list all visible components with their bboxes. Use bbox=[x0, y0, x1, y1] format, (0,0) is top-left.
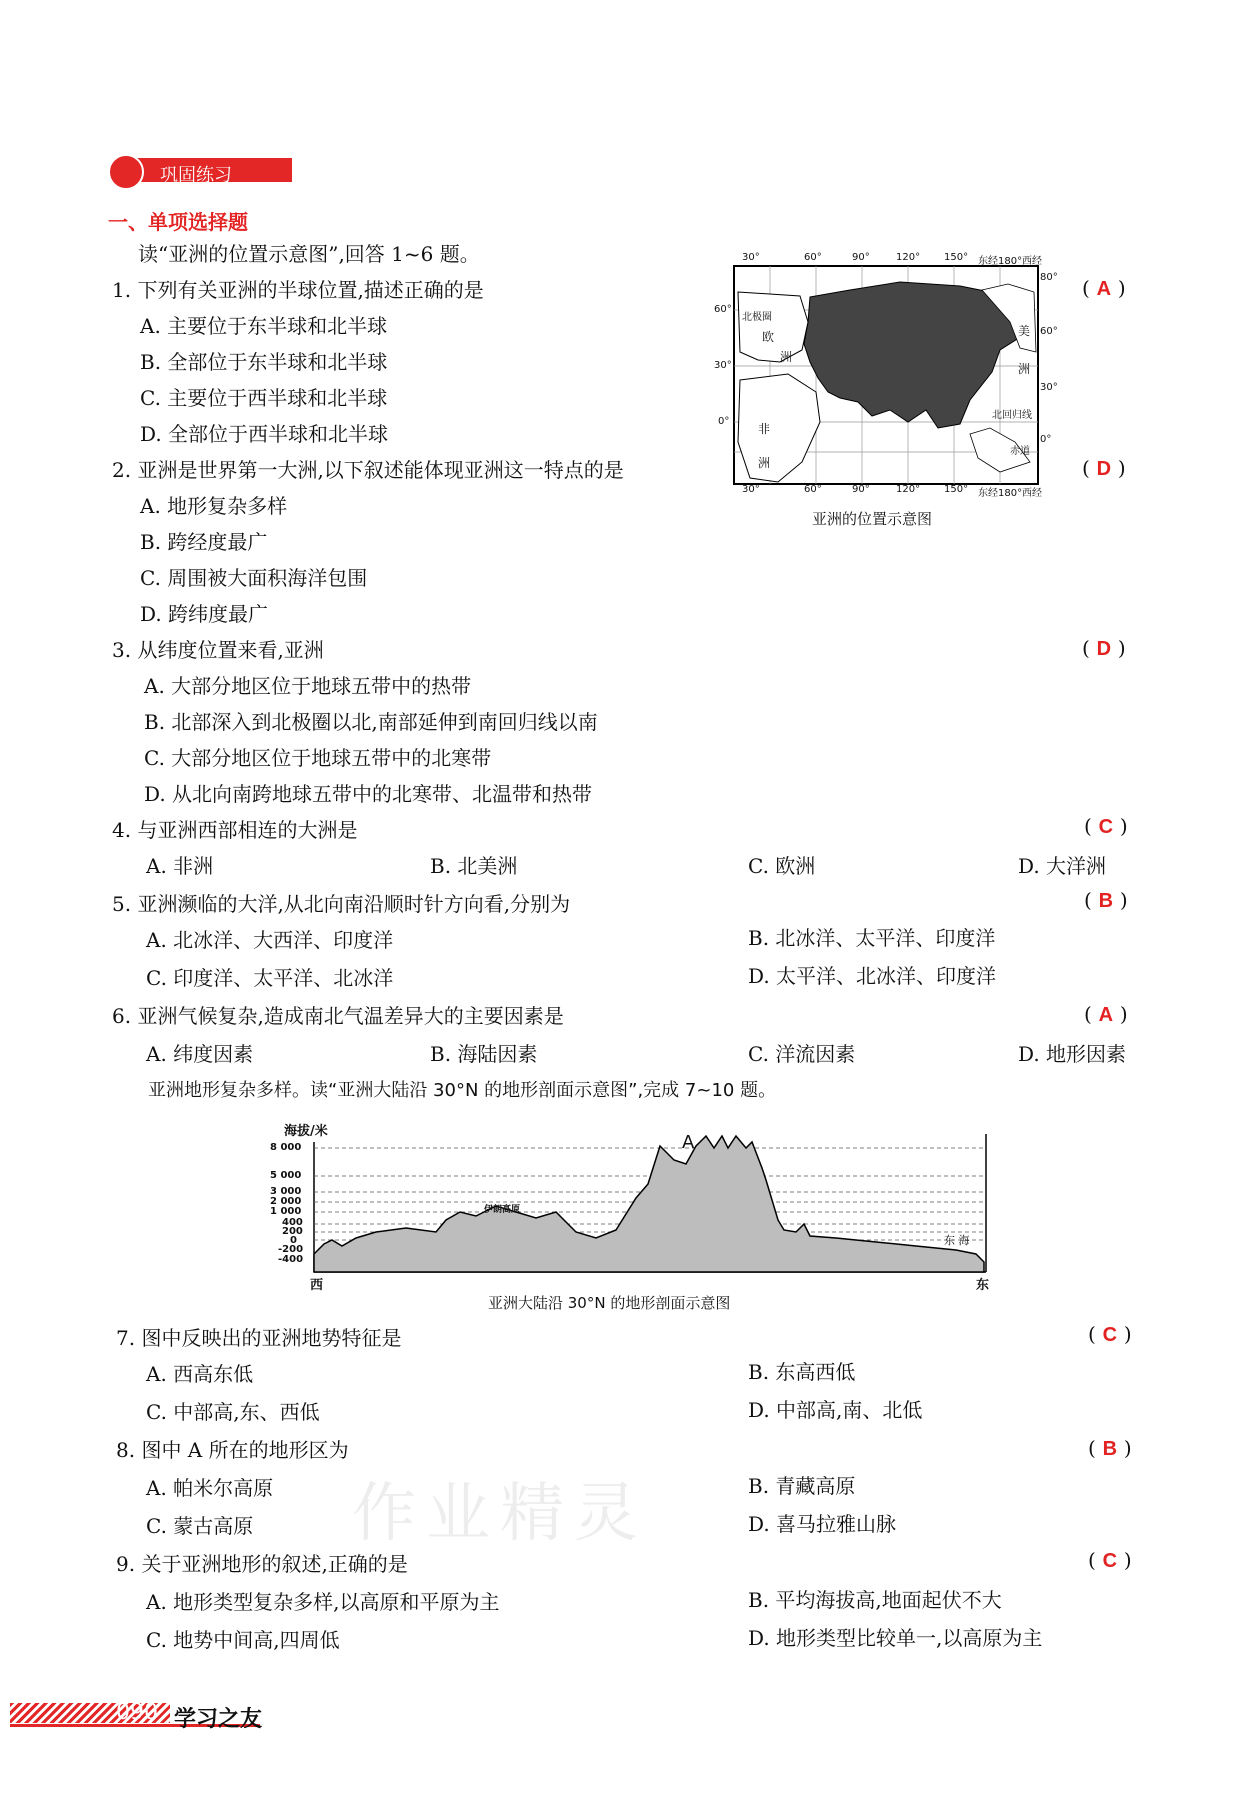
question-3-stem: 3. 从纬度位置来看,亚洲 bbox=[112, 638, 324, 662]
question-1-option-d: D. 全部位于西半球和北半球 bbox=[140, 422, 389, 446]
question-6-option-a: A. 纬度因素 bbox=[146, 1042, 254, 1066]
question-1-option-c: C. 主要位于西半球和北半球 bbox=[140, 386, 388, 410]
map-label-europe-2: 洲 bbox=[780, 350, 793, 364]
watermark-char-2: 业 bbox=[426, 1477, 500, 1551]
map-svg bbox=[730, 252, 1058, 496]
question-8-answer: ( B ) bbox=[1088, 1436, 1132, 1460]
profile-ytick-10: -400 bbox=[278, 1254, 304, 1265]
profile-label-plateau: 伊朗高原 bbox=[484, 1205, 521, 1215]
map-bottom-label-1: 30° bbox=[742, 484, 760, 495]
question-4-answer: ( C ) bbox=[1084, 814, 1128, 838]
question-5-stem: 5. 亚洲濒临的大洋,从北向南沿顺时针方向看,分别为 bbox=[112, 892, 571, 916]
map-right-label-3: 30° bbox=[1040, 382, 1058, 393]
map-label-africa-1: 非 bbox=[758, 422, 771, 436]
question-5-option-d: D. 太平洋、北冰洋、印度洋 bbox=[748, 964, 997, 988]
question-8-option-b: B. 青藏高原 bbox=[748, 1474, 856, 1498]
page-number: 090 bbox=[116, 1700, 158, 1725]
question-7-option-b: B. 东高西低 bbox=[748, 1360, 856, 1384]
profile-label-a: A bbox=[682, 1132, 695, 1153]
map-top-label-6: 东经180° bbox=[978, 256, 1023, 267]
question-7-stem: 7. 图中反映出的亚洲地势特征是 bbox=[116, 1326, 402, 1350]
banner-logo-icon bbox=[108, 154, 144, 190]
map-right-label-4: 0° bbox=[1040, 434, 1052, 445]
terrain-profile-chart bbox=[270, 1120, 996, 1293]
map-label-africa-2: 洲 bbox=[758, 456, 771, 470]
question-2-answer: ( D ) bbox=[1082, 456, 1126, 480]
question-8-stem: 8. 图中 A 所在的地形区为 bbox=[116, 1438, 349, 1462]
question-2-option-a: A. 地形复杂多样 bbox=[140, 494, 288, 518]
question-9-answer: ( C ) bbox=[1088, 1548, 1132, 1572]
section-banner bbox=[108, 156, 292, 186]
profile-ytick-7: 200 bbox=[282, 1226, 303, 1237]
profile-ytick-6: 400 bbox=[282, 1217, 303, 1228]
profile-ytick-5: 1 000 bbox=[270, 1206, 302, 1217]
question-9-option-b: B. 平均海拔高,地面起伏不大 bbox=[748, 1588, 1002, 1612]
map-bottom-label-2: 60° bbox=[804, 484, 822, 495]
question-5-option-a: A. 北冰洋、大西洋、印度洋 bbox=[146, 928, 394, 952]
map-top-label-5: 150° bbox=[944, 252, 969, 263]
question-9-option-c: C. 地势中间高,四周低 bbox=[146, 1628, 340, 1652]
question-6-option-d: D. 地形因素 bbox=[1018, 1042, 1127, 1066]
watermark-char-1: 作 bbox=[352, 1477, 426, 1551]
question-1-answer: ( A ) bbox=[1082, 276, 1126, 300]
profile-ytick-2: 5 000 bbox=[270, 1170, 302, 1181]
map-top-label-7: 西经 bbox=[1022, 256, 1042, 267]
map-top-label-3: 90° bbox=[852, 252, 870, 263]
map-label-equator: 赤道 bbox=[1010, 446, 1030, 457]
map-bottom-label-3: 90° bbox=[852, 484, 870, 495]
question-3-option-d: D. 从北向南跨地球五带中的北寒带、北温带和热带 bbox=[144, 782, 593, 806]
map-top-label-2: 60° bbox=[804, 252, 822, 263]
question-4-stem: 4. 与亚洲西部相连的大洲是 bbox=[112, 818, 358, 842]
map-label-tropic: 北回归线 bbox=[992, 410, 1032, 421]
map-label-arctic-circle: 北极圈 bbox=[742, 312, 772, 323]
profile-ytick-9: -200 bbox=[278, 1244, 304, 1255]
footer-title: 学习之友 bbox=[174, 1707, 263, 1732]
profile-ytick-3: 3 000 bbox=[270, 1186, 302, 1197]
profile-svg bbox=[276, 1120, 996, 1290]
question-4-option-d: D. 大洋洲 bbox=[1018, 854, 1107, 878]
profile-caption: 亚洲大陆沿 30°N 的地形剖面示意图 bbox=[488, 1294, 731, 1312]
map-right-label-1: 80° bbox=[1040, 272, 1058, 283]
question-5-option-c: C. 印度洋、太平洋、北冰洋 bbox=[146, 966, 394, 990]
asia-location-map bbox=[714, 252, 1058, 499]
banner-label: 巩固练习 bbox=[160, 165, 232, 186]
question-3-option-b: B. 北部深入到北极圈以北,南部延伸到南回归线以南 bbox=[144, 710, 598, 734]
profile-terrain bbox=[314, 1136, 984, 1272]
profile-west: 西 bbox=[310, 1278, 324, 1293]
question-6-option-b: B. 海陆因素 bbox=[430, 1042, 538, 1066]
map-bottom-label-4: 120° bbox=[896, 484, 921, 495]
europe-landmass bbox=[738, 292, 808, 362]
map-left-label-2: 30° bbox=[714, 360, 732, 371]
question-7-answer: ( C ) bbox=[1088, 1322, 1132, 1346]
question-6-answer: ( A ) bbox=[1084, 1002, 1128, 1026]
intro-text-2: 亚洲地形复杂多样。读“亚洲大陆沿 30°N 的地形剖面示意图”,完成 7~10 题。 bbox=[148, 1080, 777, 1101]
profile-ytick-4: 2 000 bbox=[270, 1196, 302, 1207]
watermark bbox=[352, 1462, 648, 1554]
map-label-america-2: 洲 bbox=[1018, 362, 1031, 376]
profile-ytick-1: 8 000 bbox=[270, 1142, 302, 1153]
map-bottom-label-5: 150° bbox=[944, 484, 969, 495]
map-top-label-1: 30° bbox=[742, 252, 760, 263]
profile-label-sea: 东 海 bbox=[944, 1234, 970, 1247]
question-3-answer: ( D ) bbox=[1082, 636, 1126, 660]
question-8-option-c: C. 蒙古高原 bbox=[146, 1514, 254, 1538]
question-2-option-c: C. 周围被大面积海洋包围 bbox=[140, 566, 368, 590]
question-2-option-b: B. 跨经度最广 bbox=[140, 530, 268, 554]
question-9-option-a: A. 地形类型复杂多样,以高原和平原为主 bbox=[146, 1590, 500, 1614]
map-caption: 亚洲的位置示意图 bbox=[812, 510, 933, 528]
watermark-char-4: 灵 bbox=[574, 1477, 648, 1551]
question-7-option-c: C. 中部高,东、西低 bbox=[146, 1400, 320, 1424]
question-4-option-a: A. 非洲 bbox=[146, 854, 214, 878]
question-7-option-a: A. 西高东低 bbox=[146, 1362, 254, 1386]
question-6-stem: 6. 亚洲气候复杂,造成南北气温差异大的主要因素是 bbox=[112, 1004, 564, 1028]
question-2-stem: 2. 亚洲是世界第一大洲,以下叙述能体现亚洲这一特点的是 bbox=[112, 458, 624, 482]
question-3-option-c: C. 大部分地区位于地球五带中的北寒带 bbox=[144, 746, 492, 770]
question-6-option-c: C. 洋流因素 bbox=[748, 1042, 856, 1066]
question-7-option-d: D. 中部高,南、北低 bbox=[748, 1398, 923, 1422]
question-3-option-a: A. 大部分地区位于地球五带中的热带 bbox=[144, 674, 472, 698]
question-1-stem: 1. 下列有关亚洲的半球位置,描述正确的是 bbox=[112, 278, 484, 302]
map-bottom-label-6: 东经180° bbox=[978, 488, 1023, 499]
profile-ylabel: 海拔/米 bbox=[284, 1124, 328, 1139]
question-9-stem: 9. 关于亚洲地形的叙述,正确的是 bbox=[116, 1552, 408, 1576]
question-9-option-d: D. 地形类型比较单一,以高原为主 bbox=[748, 1626, 1043, 1650]
section-title: 一、单项选择题 bbox=[108, 210, 248, 234]
question-1-option-a: A. 主要位于东半球和北半球 bbox=[140, 314, 388, 338]
question-5-answer: ( B ) bbox=[1084, 888, 1128, 912]
question-4-option-b: B. 北美洲 bbox=[430, 854, 518, 878]
map-top-label-4: 120° bbox=[896, 252, 921, 263]
question-2-option-d: D. 跨纬度最广 bbox=[140, 602, 269, 626]
watermark-char-3: 精 bbox=[500, 1477, 574, 1551]
question-1-option-b: B. 全部位于东半球和北半球 bbox=[140, 350, 388, 374]
profile-ytick-8: 0 bbox=[290, 1235, 297, 1246]
map-label-europe-1: 欧 bbox=[762, 330, 775, 344]
map-left-label-1: 60° bbox=[714, 304, 732, 315]
question-4-option-c: C. 欧洲 bbox=[748, 854, 816, 878]
profile-east: 东 bbox=[976, 1278, 990, 1293]
map-bottom-label-7: 西经 bbox=[1022, 488, 1042, 499]
question-8-option-a: A. 帕米尔高原 bbox=[146, 1476, 274, 1500]
question-8-option-d: D. 喜马拉雅山脉 bbox=[748, 1512, 897, 1536]
map-label-america-1: 美 bbox=[1018, 324, 1031, 338]
map-right-label-2: 60° bbox=[1040, 326, 1058, 337]
map-left-label-3: 0° bbox=[718, 416, 730, 427]
intro-text-1: 读“亚洲的位置示意图”,回答 1~6 题。 bbox=[138, 242, 480, 266]
question-5-option-b: B. 北冰洋、太平洋、印度洋 bbox=[748, 926, 996, 950]
